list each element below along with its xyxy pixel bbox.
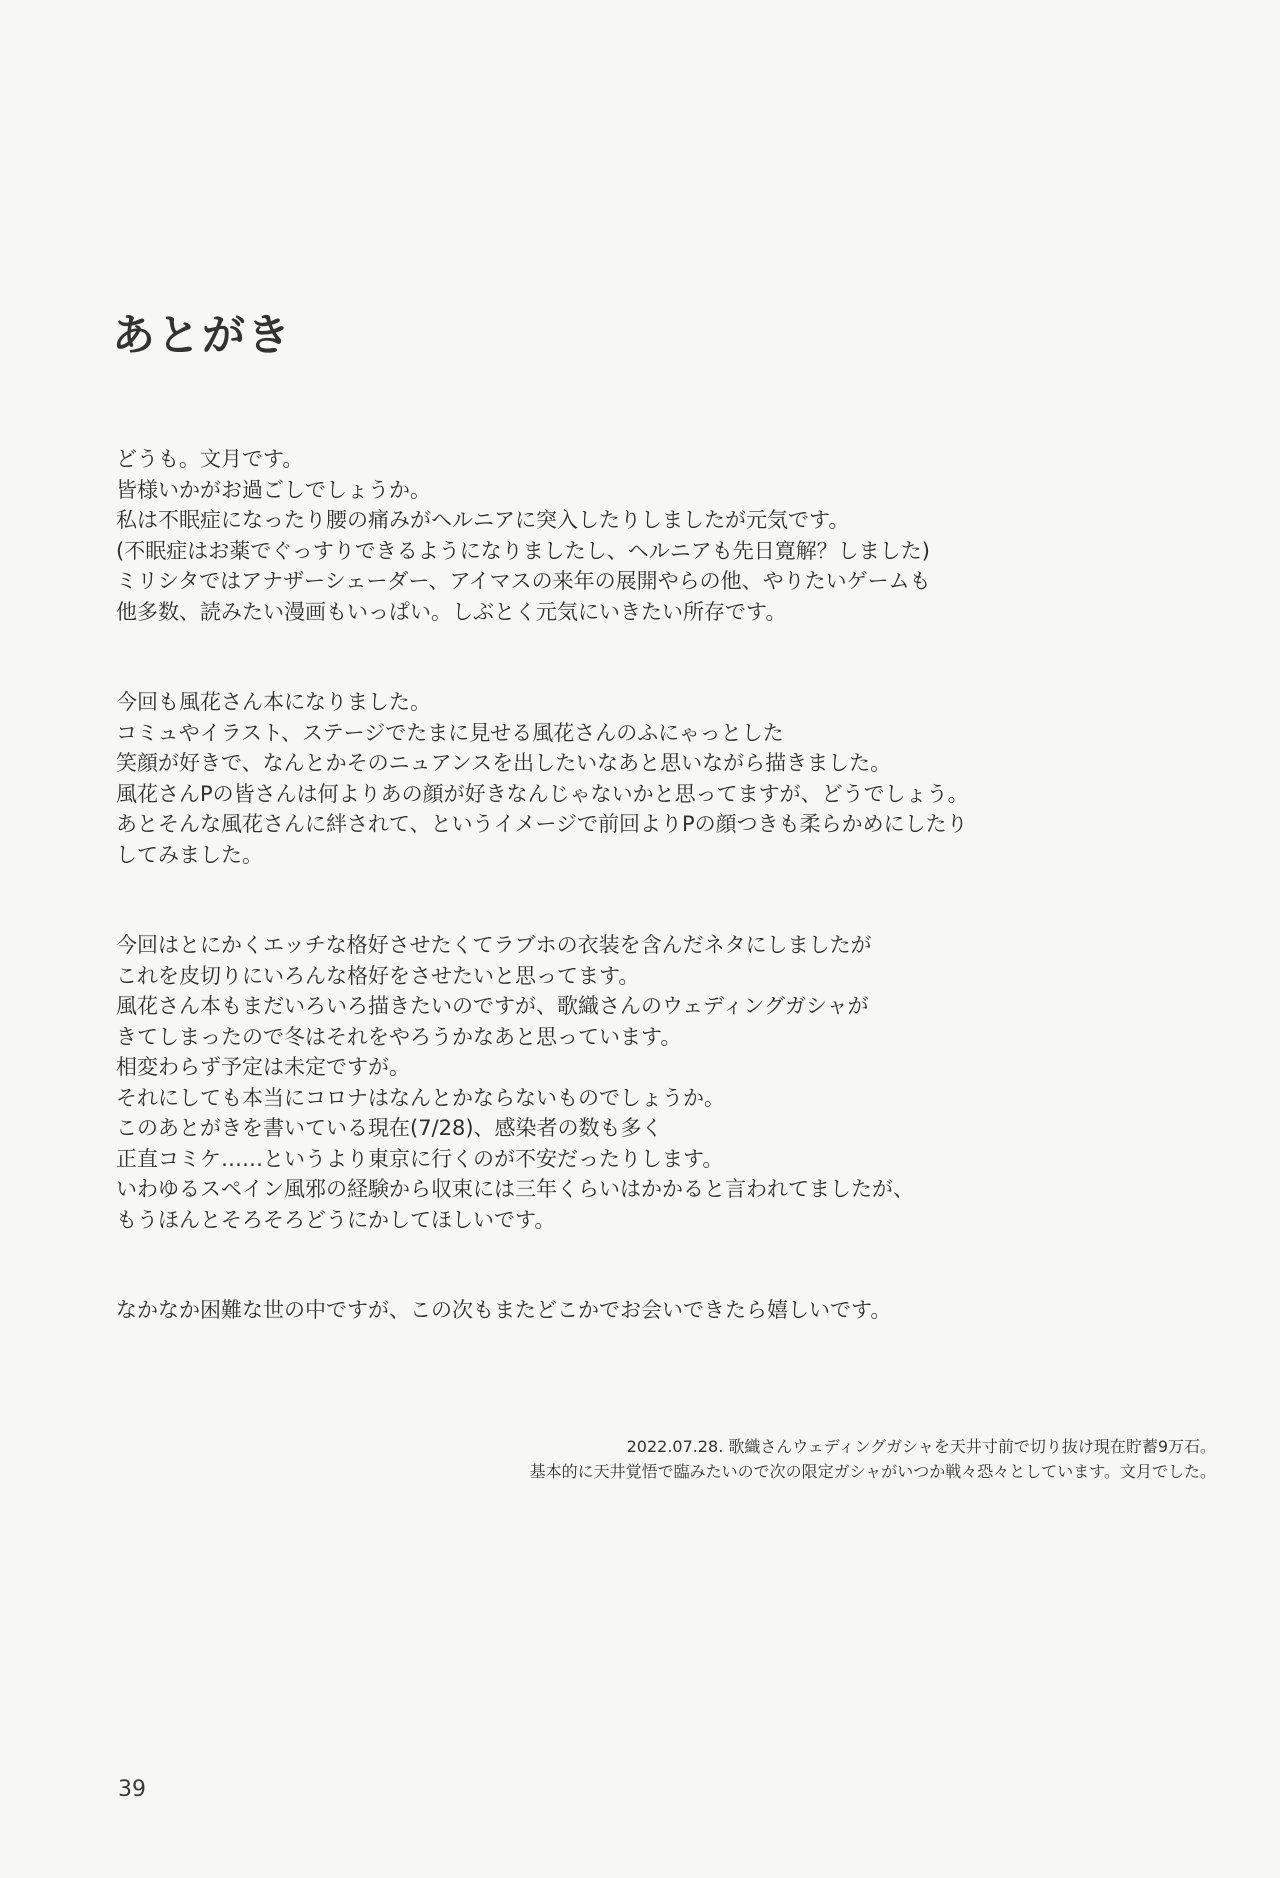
text-line: きてしまったので冬はそれをやろうかなあと思っています。 bbox=[116, 1024, 682, 1049]
text-line: それにしても本当にコロナはなんとかならないものでしょうか。 bbox=[116, 1085, 725, 1110]
text-line: なかなか困難な世の中ですが、この次もまたどこかでお会いできたら嬉しいです。 bbox=[116, 1298, 892, 1322]
paragraph-3 bbox=[116, 930, 1116, 1235]
page-title: あとがき bbox=[112, 311, 292, 361]
paragraph-1 bbox=[116, 444, 1116, 627]
text-line: 相変わらず予定は未定ですが。 bbox=[116, 1055, 410, 1079]
text-line: してみました。 bbox=[116, 842, 263, 867]
text-line: どうも。文月です。 bbox=[116, 447, 304, 471]
text-line: 皆様いかがお過ごしでしょうか。 bbox=[116, 477, 431, 502]
afterword-body bbox=[116, 444, 1116, 1386]
text-line: 今回はとにかくエッチな格好させたくてラブホの衣装を含んだネタにしましたが bbox=[116, 933, 872, 957]
text-line: あとそんな風花さんに絆されて、というイメージで前回よりPの顔つきも柔らかめにしたり bbox=[116, 812, 968, 836]
text-line: これを皮切りにいろんな格好をさせたいと思ってます。 bbox=[116, 963, 640, 988]
text-line: (不眠症はお薬でぐっすりできるようになりましたし、ヘルニアも先日寛解？しました) bbox=[116, 538, 930, 563]
signoff-note bbox=[530, 1434, 1216, 1484]
text-line: 他多数、読みたい漫画もいっぱい。しぶとく元気にいきたい所存です。 bbox=[116, 599, 787, 624]
text-line: 風花さん本もまだいろいろ描きたいのですが、歌織さんのウェディングガシャが bbox=[116, 994, 869, 1018]
signoff-line: 2022.07.28. 歌織さんウェディングガシャを天井寸前で切り抜け現在貯蓄9万石。 bbox=[626, 1437, 1216, 1456]
page-number: 39 bbox=[118, 1777, 146, 1802]
text-line: もうほんとそろそろどうにかしてほしいです。 bbox=[116, 1207, 556, 1232]
text-line: コミュやイラスト、ステージでたまに見せる風花さんのふにゃっとした bbox=[116, 720, 784, 745]
text-line: 今回も風花さん本になりました。 bbox=[116, 690, 431, 714]
text-line: 私は不眠症になったり腰の痛みがヘルニアに突入したりしましたが元気です。 bbox=[116, 508, 850, 532]
signoff-line: 基本的に天井覚悟で臨みたいので次の限定ガシャがいつか戦々恐々としています。文月でした。 bbox=[529, 1462, 1216, 1481]
text-line: 風花さんPの皆さんは何よりあの顔が好きなんじゃないかと思ってますが、どうでしょう。 bbox=[116, 781, 969, 806]
text-line: ミリシタではアナザーシェーダー、アイマスの来年の展開やらの他、やりたいゲームも bbox=[116, 569, 931, 593]
text-line: このあとがきを書いている現在(7/28)、感染者の数も多く bbox=[116, 1116, 663, 1140]
text-line: 笑顔が好きで、なんとかそのニュアンスを出したいなあと思いながら描きました。 bbox=[116, 751, 892, 775]
paragraph-4 bbox=[116, 1295, 1116, 1326]
paragraph-2 bbox=[116, 687, 1116, 870]
text-line: 正直コミケ……というより東京に行くのが不安だったりします。 bbox=[116, 1146, 724, 1171]
text-line: いわゆるスペイン風邪の経験から収束には三年くらいはかかると言われてましたが、 bbox=[116, 1177, 914, 1201]
